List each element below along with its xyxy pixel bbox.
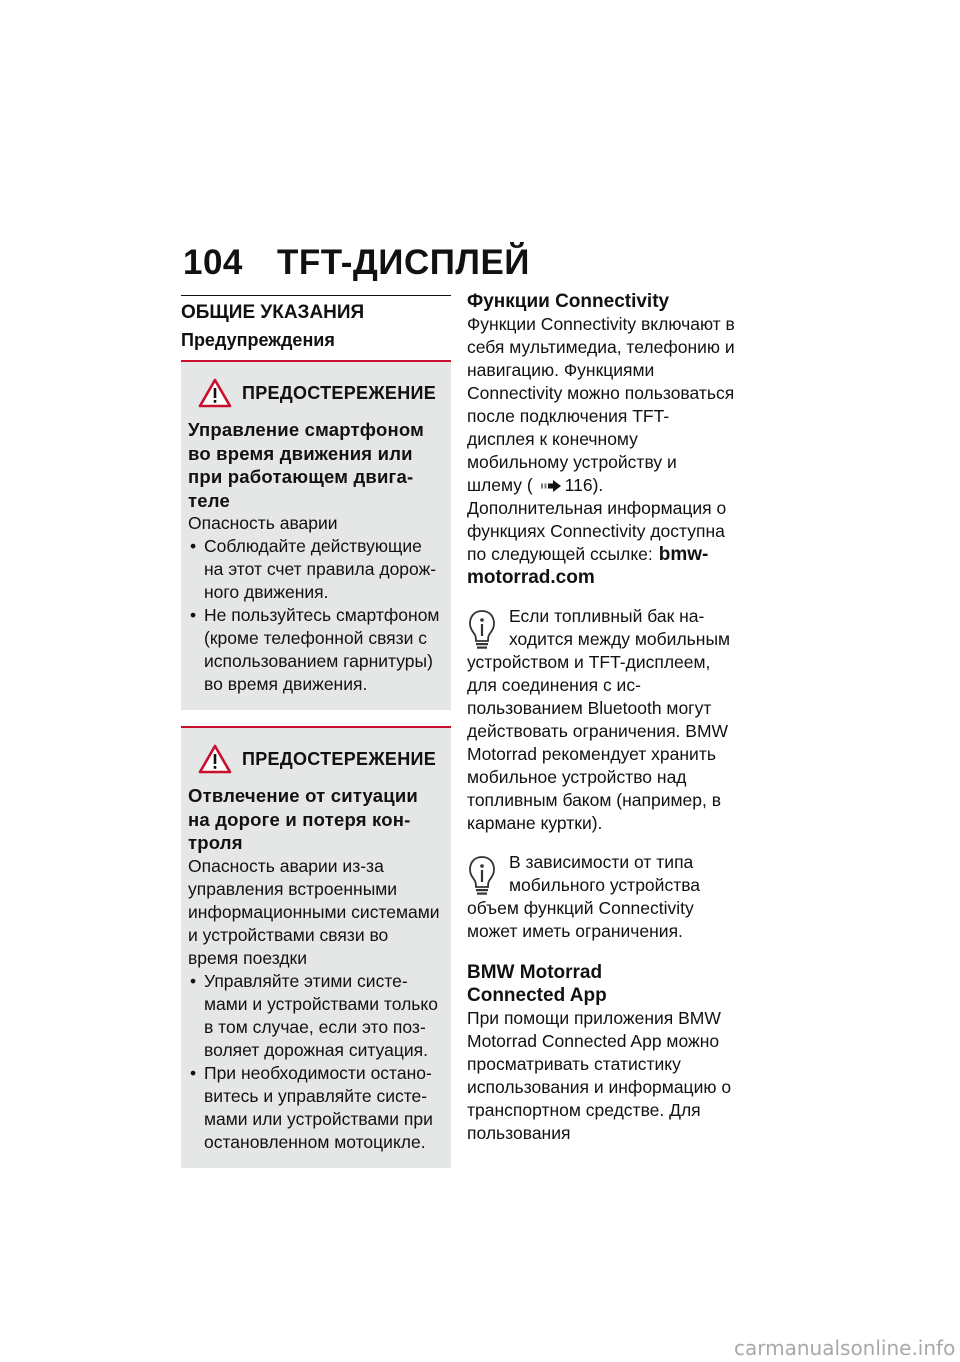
info-icon [467, 609, 497, 651]
watermark: carmanualsonline.info [734, 1336, 956, 1360]
website-link[interactable]: bmw-motorrad.com [467, 544, 709, 588]
right-column [467, 290, 735, 1145]
info-icon [467, 855, 497, 897]
info-note-2 [467, 851, 735, 943]
warning-header [188, 744, 443, 774]
warning-label: ПРЕДОСТЕРЕЖЕНИЕ [242, 382, 437, 403]
bullet-item: • Не пользуйтесь смартфоном (кроме телефонной связи с использованием гарнитуры) во время движения. [188, 604, 443, 696]
subsection-title: Предупреждения [181, 330, 335, 350]
warning-bullets [188, 535, 443, 696]
chapter-title: TFT-ДИСПЛЕЙ [277, 243, 530, 282]
app-text: При помощи приложения BMW Motorrad Connected App можно просматривать статистику использования и информацию о транспортном средстве. Для пользования [467, 1008, 732, 1143]
warning-label: ПРЕДОСТЕРЕЖЕНИЕ [242, 748, 437, 769]
page-number: 104 [183, 243, 243, 282]
bullet-item: • При необходимости остановитесь и управляйте системами или устройствами при остановленном мотоцикле. [188, 1062, 443, 1154]
warning-triangle-icon [198, 378, 232, 408]
app-title-line: Connected App [467, 985, 607, 1006]
arrow-right-icon [541, 480, 561, 492]
warning-intro: Опасность аварии [188, 513, 338, 533]
warning-triangle-icon [198, 744, 232, 774]
warning-header [188, 378, 443, 408]
info-text: Если топливный бак находится между мобильным устройством и TFT-дисплеем, для соединения с использованием Bluetooth могут действовать ограничения. BMW Motorrad рекомендует хранить мобильное устройство над топливным баком (например, в кармане куртки). [467, 606, 731, 833]
warning-intro: Опасность аварии из-за управления встроенными информационными системами и устройствами связи во время поездки [188, 855, 440, 968]
reference-page-link[interactable]: 116 [564, 475, 593, 495]
bullet-item: • Соблюдайте действующие на этот счет правила дорожного движения. [188, 535, 443, 604]
connectivity-title: Функции Connectivity [467, 291, 670, 312]
info-text: В зависимости от типа мобильного устройства объем функций Connectivity может иметь ограничения. [467, 852, 701, 941]
section-title: ОБЩИЕ УКАЗАНИЯ [181, 295, 451, 324]
warning-box-2 [181, 726, 451, 1168]
app-title-line: BMW Motorrad [467, 962, 603, 983]
page-header [183, 243, 530, 283]
warning-box-1 [181, 360, 451, 710]
app-title [467, 961, 735, 1007]
connectivity-text [467, 313, 735, 589]
warning-title: Управление смартфоном во время движения или при работающем двигателе [188, 419, 424, 511]
info-note-1 [467, 605, 735, 835]
bullet-item: • Управляйте этими системами и устройствами только в том случае, если это позволяет дорожная ситуация. [188, 970, 443, 1062]
warning-bullets [188, 970, 443, 1154]
left-column [181, 295, 451, 1168]
warning-title: Отвлечение от ситуации на дороге и потеря контроля [188, 785, 418, 853]
connectivity-text-part: ). Дополнительная информация о функциях Connectivity доступна по следующей ссылке: [467, 475, 727, 564]
connectivity-text-part: Функции Connectivity включают в себя мультимедиа, телефонию и навигацию. Функциями Connectivity можно пользоваться после подключения TFT-дисплея к конечному мобильному устройству и шлему ( [467, 314, 735, 495]
